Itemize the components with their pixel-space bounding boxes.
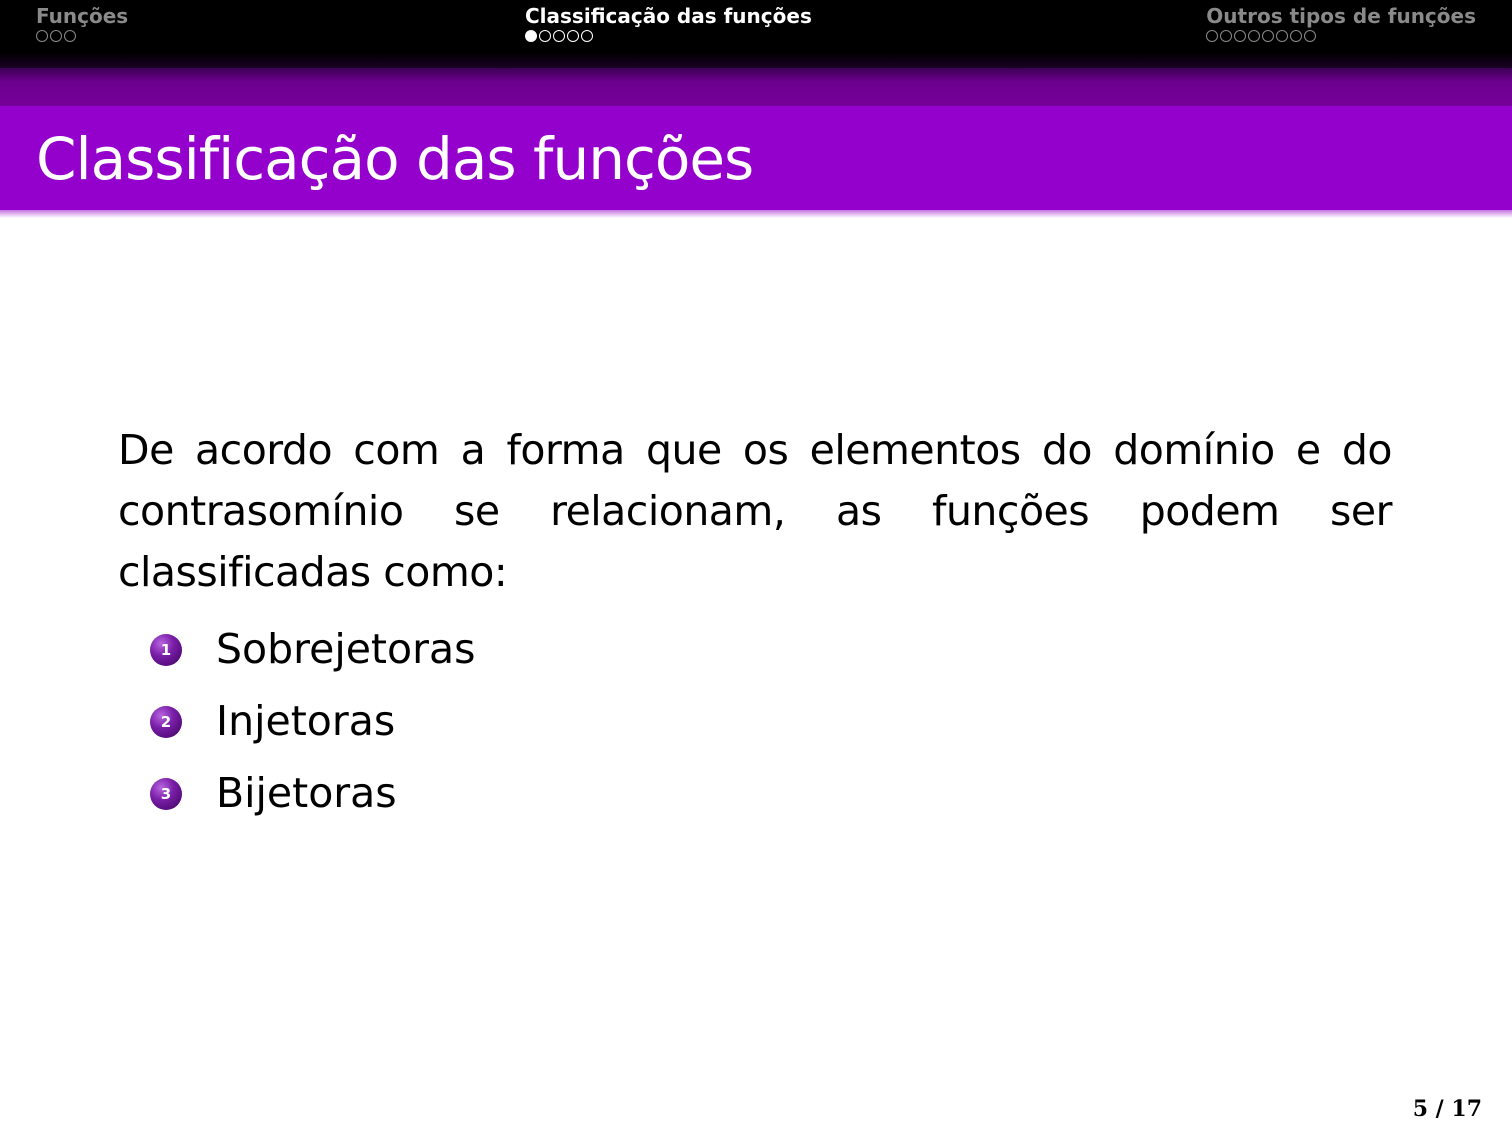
nav-frame-dot-icon[interactable] (36, 30, 48, 42)
nav-section-title[interactable]: Classificação das funções (525, 4, 812, 28)
frame-title: Classificação das funções (36, 125, 754, 193)
nav-frame-dot-icon[interactable] (567, 30, 579, 42)
list-item-label: Bijetoras (216, 769, 397, 817)
nav-frame-dot-icon[interactable] (1304, 30, 1316, 42)
page-counter: 5 / 17 (1412, 1096, 1482, 1122)
nav-section-title[interactable]: Funções (36, 4, 129, 28)
slide-content (118, 420, 1392, 829)
nav-frame-dot-icon[interactable] (64, 30, 76, 42)
list-item (118, 757, 1392, 829)
number-ball-icon: 3 (150, 778, 182, 810)
nav-frame-dot-icon[interactable] (1290, 30, 1302, 42)
header-band (0, 68, 1512, 106)
nav-frame-dot-icon[interactable] (50, 30, 62, 42)
nav-frame-dot-icon[interactable] (539, 30, 551, 42)
nav-section-outros-tipos[interactable] (1206, 4, 1476, 42)
nav-frame-dot-icon[interactable] (1262, 30, 1274, 42)
number-ball-icon: 1 (150, 634, 182, 666)
classification-list (118, 613, 1392, 829)
nav-section-funcoes[interactable] (36, 4, 128, 42)
frame-title-bar (0, 106, 1512, 210)
nav-frame-dot-icon[interactable] (525, 30, 537, 42)
nav-frame-dot-icon[interactable] (581, 30, 593, 42)
nav-frame-dot-icon[interactable] (1248, 30, 1260, 42)
nav-frame-dot-icon[interactable] (1206, 30, 1218, 42)
list-item (118, 685, 1392, 757)
list-item-label: Injetoras (216, 697, 396, 745)
list-item-label: Sobrejetoras (216, 625, 476, 673)
nav-section-classificacao[interactable] (525, 4, 812, 42)
intro-paragraph: De acordo com a forma que os elementos do domínio e do contrasomínio se relacionam, as funções podem ser classificadas como: (118, 426, 1392, 596)
navigation-bar (0, 0, 1512, 68)
list-item (118, 613, 1392, 685)
frame-title-shadow (0, 210, 1512, 218)
nav-frame-dot-icon[interactable] (553, 30, 565, 42)
nav-frame-dot-icon[interactable] (1234, 30, 1246, 42)
nav-frame-dot-icon[interactable] (1220, 30, 1232, 42)
nav-frame-dots (525, 30, 812, 42)
nav-section-title[interactable]: Outros tipos de funções (1206, 4, 1476, 28)
nav-frame-dot-icon[interactable] (1276, 30, 1288, 42)
nav-frame-dots (36, 30, 128, 42)
nav-frame-dots (1206, 30, 1476, 42)
number-ball-icon: 2 (150, 706, 182, 738)
